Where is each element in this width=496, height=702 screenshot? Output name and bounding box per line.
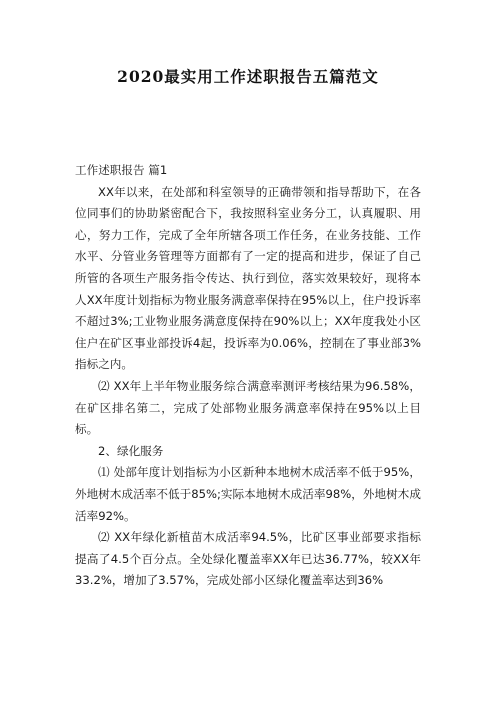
document-body — [75, 160, 421, 592]
section-heading: 工作述职报告 篇1 — [75, 163, 168, 177]
paragraph: ⑵ XX年上半年物业服务综合满意率测评考核结果为96.58%，在矿区排名第二，完成了处部物业服务满意率保持在95%以上目标。 — [75, 378, 421, 437]
paragraph: ⑵ XX年绿化新植苗木成活率94.5%，比矿区事业部要求指标提高了4.5个百分点。全处绿化覆盖率XX年已达36.77%，较XX年33.2%，增加了3.57%，完成处部小区绿化覆盖率达到36% — [75, 530, 421, 588]
paragraph: ⑴ 处部年度计划指标为小区新种本地树木成活率不低于95%，外地树木成活率不低于85%;实际本地树木成活率98%，外地树木成活率92%。 — [75, 465, 421, 523]
subsection-heading: 2、绿化服务 — [98, 443, 164, 458]
paragraph: XX年以来，在处部和科室领导的正确带领和指导帮助下，在各位同事们的协助紧密配合下，我按照科室业务分工，认真履职、用心，努力工作，完成了全年所辖各项工作任务，在业务技能、工作水平、分管业务管理等方面都有了一定的提高和进步，保证了自己所管的各项生产服务指令传达、执行到位，落实效果较好，现将本人XX年度计划指标为物业服务满意率保持在95%以上，住户投诉率不超过3%;工业物业服务满意度保持在90%以上；XX年度我处小区住户在矿区事业部投诉4起，投诉率为0.06%，控制在了事业部3%指标之内。 — [75, 184, 421, 372]
document-title: 2020最实用工作述职报告五篇范文 — [117, 67, 379, 86]
